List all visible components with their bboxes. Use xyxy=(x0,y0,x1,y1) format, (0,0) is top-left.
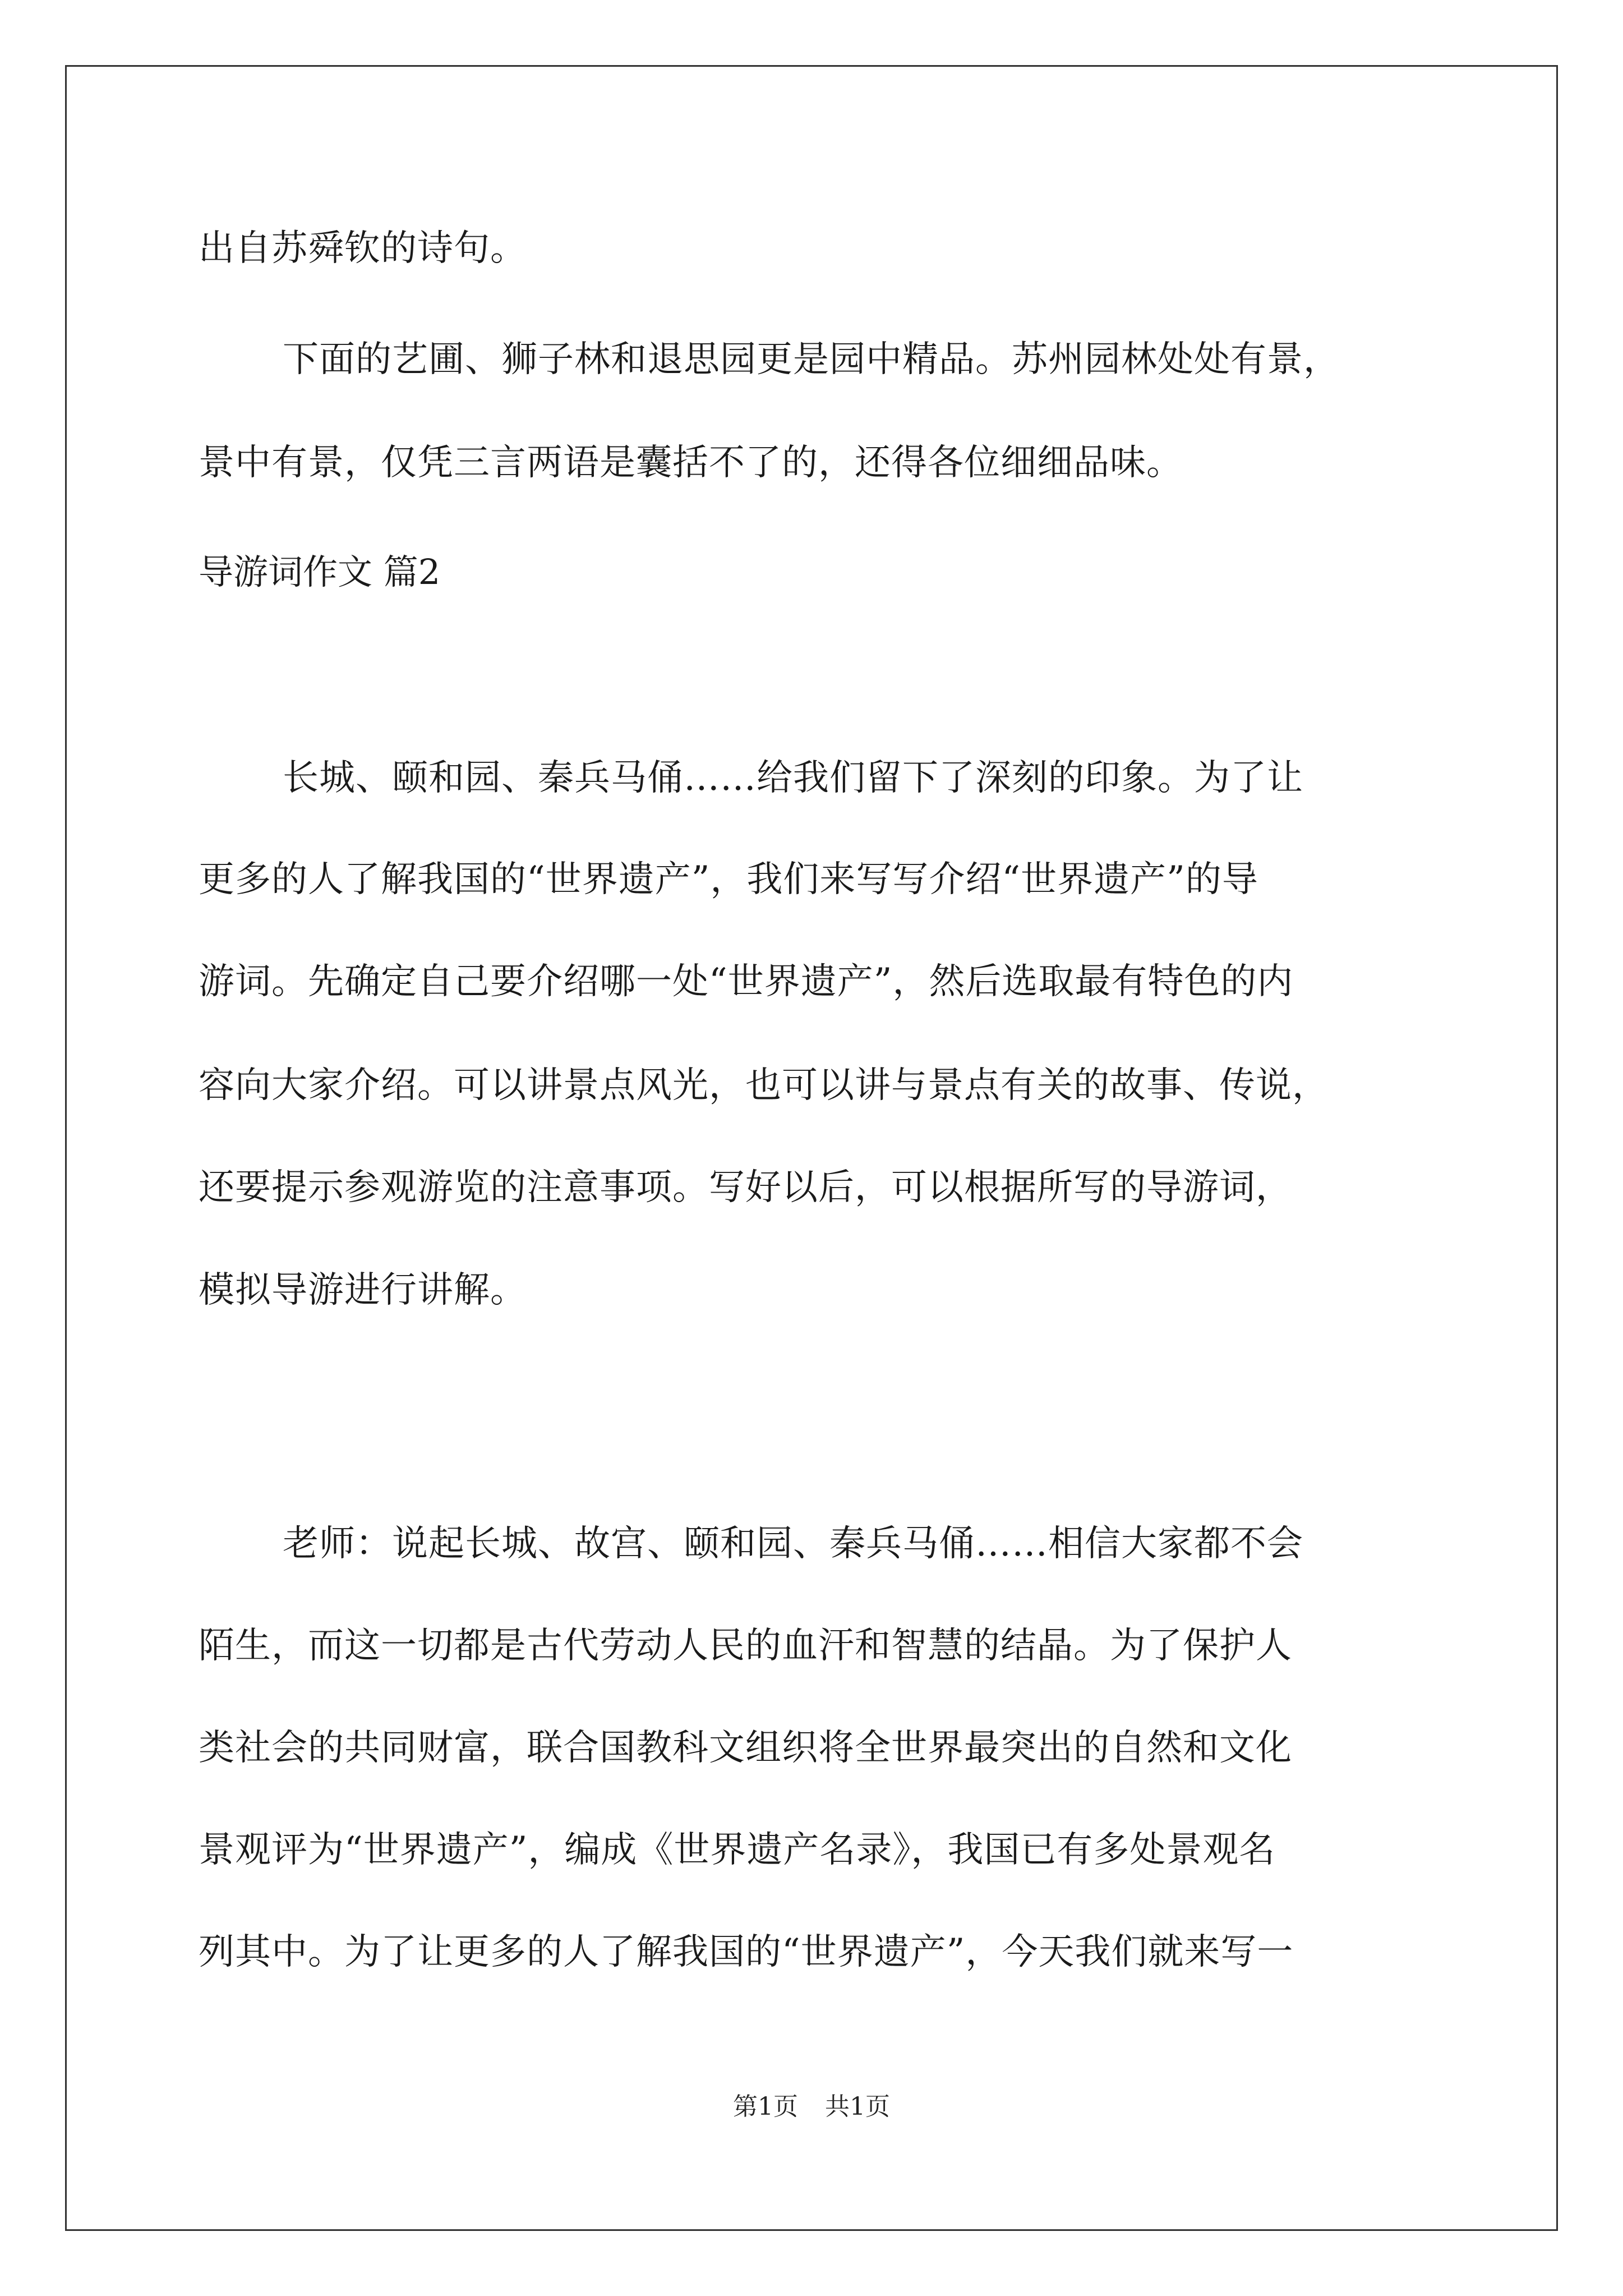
body-line: 模拟导游进行讲解。 xyxy=(199,1269,527,1311)
section-heading: 导游词作文 篇2 xyxy=(199,551,441,592)
page-footer xyxy=(0,2091,1623,2123)
body-line: 老师：说起长城、故宫、颐和园、秦兵马俑……相信大家都不会 xyxy=(283,1523,1303,1565)
page-number-current: 第1页 xyxy=(733,2092,798,2121)
body-line: 出自苏舜钦的诗句。 xyxy=(199,228,527,269)
body-line: 类社会的共同财富，联合国教科文组织将全世界最突出的自然和文化 xyxy=(199,1727,1292,1769)
body-line: 还要提示参观游览的注意事项。写好以后，可以根据所写的导游词， xyxy=(199,1167,1292,1208)
page-number-total: 共1页 xyxy=(825,2092,890,2121)
body-line: 景观评为“世界遗产”，编成《世界遗产名录》，我国已有多处景观名 xyxy=(199,1829,1276,1871)
body-line: 陌生，而这一切都是古代劳动人民的血汗和智慧的结晶。为了保护人 xyxy=(199,1625,1292,1667)
body-line: 下面的艺圃、狮子林和退思园更是园中精品。苏州园林处处有景， xyxy=(283,339,1340,380)
body-line: 更多的人了解我国的“世界遗产”，我们来写写介绍“世界遗产”的导 xyxy=(199,859,1258,900)
body-line: 游词。先确定自己要介绍哪一处“世界遗产”，然后选取最有特色的内 xyxy=(199,961,1294,1002)
page-frame xyxy=(65,65,1558,2231)
body-line: 容向大家介绍。可以讲景点风光，也可以讲与景点有关的故事、传说， xyxy=(199,1065,1329,1106)
body-line: 长城、颐和园、秦兵马俑……给我们留下了深刻的印象。为了让 xyxy=(283,757,1303,799)
body-line: 景中有景，仅凭三言两语是囊括不了的，还得各位细细品味。 xyxy=(199,442,1183,484)
body-line: 列其中。为了让更多的人了解我国的“世界遗产”，今天我们就来写一 xyxy=(199,1931,1294,1973)
